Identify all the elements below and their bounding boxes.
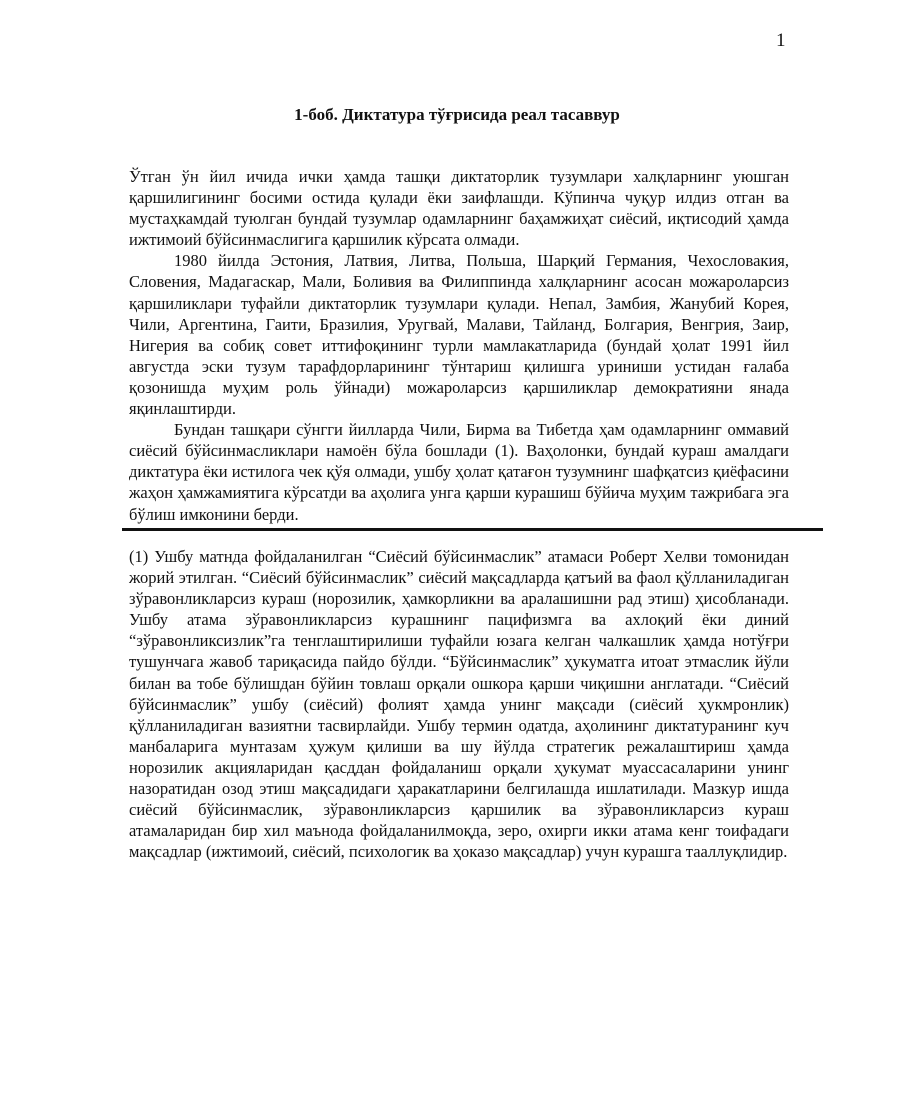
paragraph: Бундан ташқари сўнгги йилларда Чили, Бирма ва Тибетда ҳам одамларнинг оммавий сиёсий бўйсинмасликлари намоён бўла бошлади (1). Ваҳолонки, бундай кураш амалдаги диктатура ёки истилога чек қўя олмади, ушбу ҳолат қатағон тузумнинг шафқатсиз қиёфасини жаҳон ҳамжамиятига кўрсатди ва аҳолига унга қарши курашиш бўйича муҳим тажрибага эга бўлиш имконини берди.	[129, 420, 789, 524]
chapter-title: 1-боб. Диктатура тўғрисида реал тасаввур	[294, 105, 620, 124]
page-number: 1	[776, 30, 786, 51]
paragraph: Ўтган ўн йил ичида ички ҳамда ташқи диктаторлик тузумлари халқларнинг уюшган қаршилигининг босими остида қулади ёки заифлашди. Кўпинча чуқур илдиз отган ва мустаҳкамдай туюлган бундай тузумлар одамларнинг баҳамжиҳат сиёсий, иқтисодий ҳамда ижтимоий бўйсинмаслигига қаршилик кўрсата олмади.	[129, 167, 789, 250]
footnote: (1) Ушбу матнда фойдаланилган “Сиёсий бўйсинмаслик” атамаси Роберт Хелви томонидан жорий этилган. “Сиёсий бўйсинмаслик” сиёсий мақсадларда қатъий ва фаол қўлланиладиган зўравонликларсиз кураш (норозилик, ҳамкорликни ва аралашишни рад этиш) ҳисобланади. Ушбу атама зўравонликларсиз курашнинг пацифизмга ва ахлоқий ёки диний “зўравонликсизлик”га тенглаштирилиши туфайли юзага келган чалкашлик ҳамда нотўғри тушунчага жавоб тариқасида пайдо бўлди. “Бўйсинмаслик” ҳукуматга итоат этмаслик йўли билан ва тобе бўлишдан бўйин товлаш орқали ошкора қарши чиқишни англатади. “Сиёсий бўйсинмаслик” ушбу (сиёсий) фолият ҳамда унинг мақсади (сиёсий ҳукмронлик) қўлланиладиган вазиятни тасвирлайди. Ушбу термин одатда, аҳолининг диктатуранинг куч манбаларига мунтазам ҳужум қилиши ва шу йўлда стратегик режалаштириш ҳамда норозилик акцияларидан қасддан фойдаланиш орқали ҳукумат муассасаларини унинг назоратидан озод этиш мақсадидаги ҳаракатларини белгилашда ишлатилади. Мазкур ишда сиёсий бўйсинмаслик, зўравонликларсиз қаршилик ва зўравонликларсиз кураш атамаларидан бир хил маънода фойдаланилмоқда, зеро, охирги икки атама кенг тоифадаги мақсадлар (ижтимоий, сиёсий, психологик ва ҳоказо мақсадлар) учун курашга тааллуқлидир.	[129, 547, 789, 862]
main-text	[129, 166, 789, 525]
paragraph: 1980 йилда Эстония, Латвия, Литва, Польша, Шарқий Германия, Чехословакия, Словения, Мадагаскар, Мали, Боливия ва Филиппинда халқларнинг асосан можароларсиз қаршиликлари туфайли диктаторлик тузумлари қулади. Непал, Замбия, Жанубий Корея, Чили, Аргентина, Гаити, Бразилия, Уругвай, Малави, Тайланд, Болгария, Венгрия, Заир, Нигерия ва собиқ совет иттифоқининг турли мамлакатларида (бундай ҳолат 1991 йил августда эски тузум тарафдорларининг тўнтариш қилишга уриниши устидан ғалаба қозонишда муҳим роль ўйнади) можароларсиз қаршиликлар демократияни янада яқинлаштирди.	[129, 251, 789, 419]
footnote-separator	[122, 528, 823, 531]
